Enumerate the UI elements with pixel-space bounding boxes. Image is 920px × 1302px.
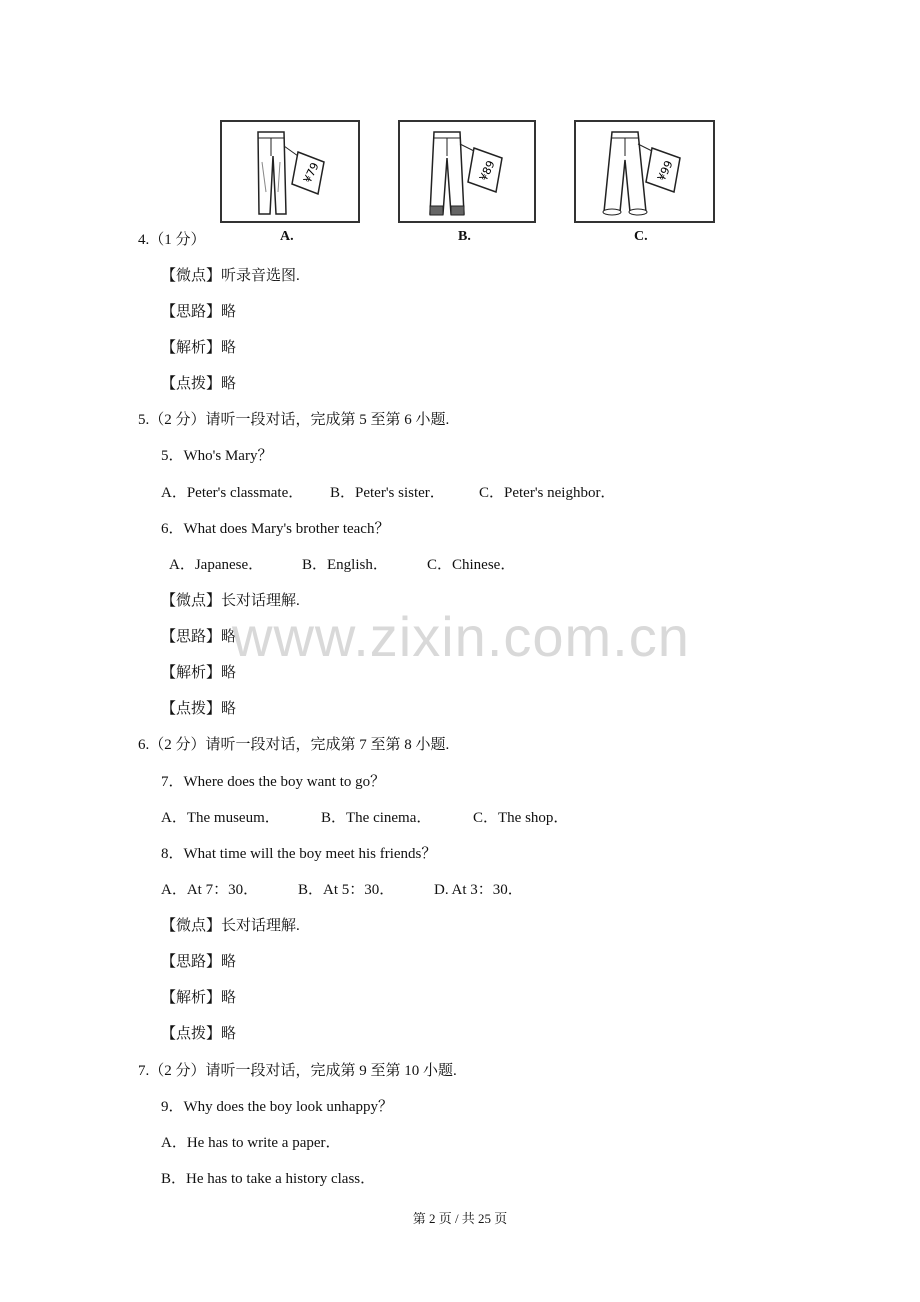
q4-header: 4.（1 分） [138, 232, 206, 248]
q6-sub1-option-a: A．The museum． [161, 810, 280, 826]
q5-sub2-question: 6．What does Mary's brother teach？ [161, 521, 390, 537]
q7-sub1-option-a: A．He has to write a paper． [161, 1135, 341, 1151]
q5-sub2-option-b: B．English． [302, 557, 388, 573]
q4-idea: 【思路】略 [161, 304, 237, 320]
jeans-with-price-tag-icon [400, 122, 536, 223]
price-label: ¥89 [476, 158, 498, 184]
q6-sub2-option-d: D. At 3：30． [434, 882, 523, 898]
q5-idea: 【思路】略 [161, 629, 237, 645]
page-footer: 第 2 页 / 共 25 页 [412, 1211, 508, 1226]
figure-c [574, 120, 715, 223]
q5-sub2-option-c: C．Chinese． [427, 557, 516, 573]
q6-tip: 【点拨】略 [161, 1026, 237, 1042]
q5-tip: 【点拨】略 [161, 701, 237, 717]
q5-sub2-option-a: A．Japanese． [169, 557, 264, 573]
q6-sub2-option-a: A．At 7：30． [161, 882, 259, 898]
q5-micro-point: 【微点】长对话理解. [161, 593, 300, 609]
q6-sub1-question: 7．Where does the boy want to go？ [161, 774, 386, 790]
q7-sub1-option-b: B．He has to take a history class． [161, 1171, 376, 1187]
figure-label-c: C. [634, 229, 648, 244]
price-label: ¥79 [300, 160, 322, 186]
q7-sub1-question: 9．Why does the boy look unhappy？ [161, 1099, 394, 1115]
q6-sub2-option-b: B．At 5：30． [298, 882, 395, 898]
q6-idea: 【思路】略 [161, 954, 237, 970]
q4-micro-point: 【微点】听录音选图. [161, 268, 300, 284]
q6-sub1-option-b: B．The cinema． [321, 810, 432, 826]
q6-sub1-option-c: C．The shop． [473, 810, 569, 826]
figure-b [398, 120, 536, 223]
q4-tip: 【点拨】略 [161, 376, 237, 392]
q5-sub1-option-a: A．Peter's classmate． [161, 485, 304, 501]
figure-label-a: A. [280, 229, 294, 244]
q7-header: 7.（2 分）请听一段对话，完成第 9 至第 10 小题. [138, 1063, 457, 1079]
q5-header: 5.（2 分）请听一段对话，完成第 5 至第 6 小题. [138, 412, 450, 428]
jeans-with-price-tag-icon [222, 122, 360, 223]
flared-trousers-with-price-tag-icon [576, 122, 715, 223]
price-label: ¥99 [654, 158, 676, 184]
q5-sub1-option-b: B．Peter's sister． [330, 485, 445, 501]
figure-label-b: B. [458, 229, 471, 244]
watermark: www.zixin.com.cn [232, 605, 690, 668]
q5-analysis: 【解析】略 [161, 665, 237, 681]
q5-sub1-option-c: C．Peter's neighbor． [479, 485, 616, 501]
q6-sub2-question: 8．What time will the boy meet his friends？ [161, 846, 437, 862]
q5-sub1-question: 5．Who's Mary？ [161, 448, 273, 464]
q4-analysis: 【解析】略 [161, 340, 237, 356]
q6-analysis: 【解析】略 [161, 990, 237, 1006]
q6-micro-point: 【微点】长对话理解. [161, 918, 300, 934]
q6-header: 6.（2 分）请听一段对话，完成第 7 至第 8 小题. [138, 737, 450, 753]
figure-a [220, 120, 360, 223]
